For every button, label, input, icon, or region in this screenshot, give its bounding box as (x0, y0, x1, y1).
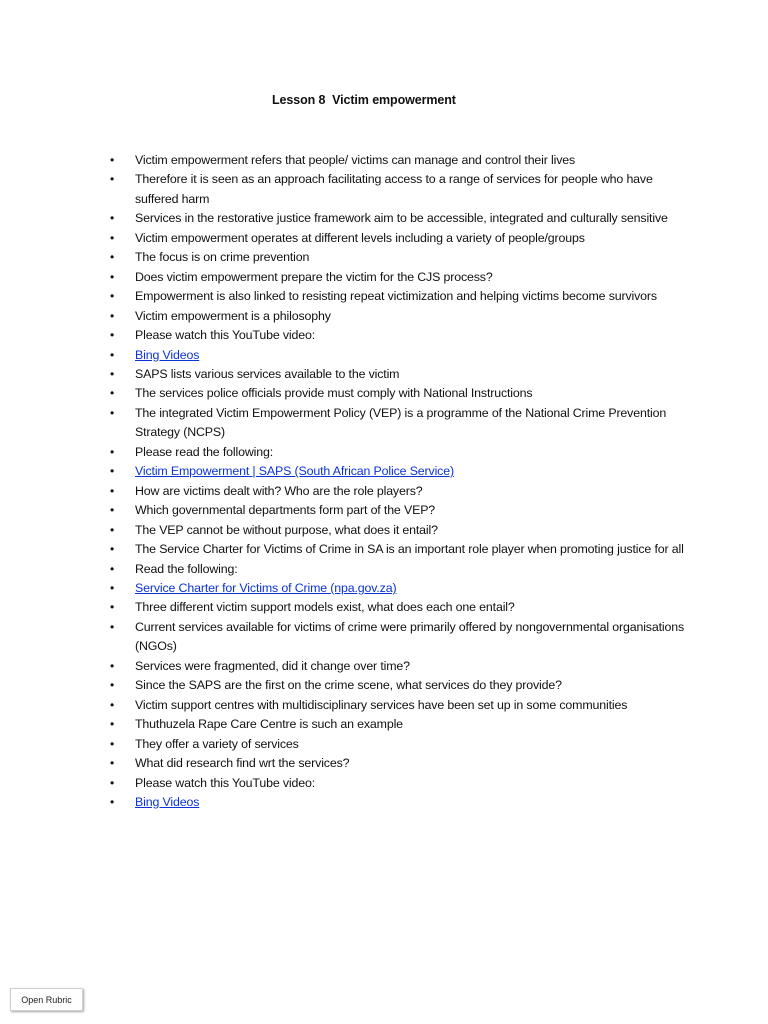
bullet-icon: • (110, 678, 115, 693)
list-item (110, 676, 690, 695)
list-item-link[interactable] (110, 793, 690, 812)
bullet-text: Therefore it is seen as an approach facilitating access to a range of services for people who have suffered harm (135, 172, 653, 206)
list-item (110, 560, 690, 579)
bullet-text: Thuthuzela Rape Care Centre is such an example (135, 717, 403, 732)
list-item (110, 521, 690, 540)
bullet-icon: • (110, 289, 115, 304)
open-rubric-button[interactable]: Open Rubric (10, 988, 83, 1011)
bullet-text: Does victim empowerment prepare the victim for the CJS process? (135, 269, 493, 284)
list-item (110, 657, 690, 676)
list-item (110, 209, 690, 228)
list-item (110, 268, 690, 287)
bullet-text: The services police officials provide must comply with National Instructions (135, 386, 533, 401)
bullet-icon: • (110, 444, 115, 459)
bullet-icon: • (110, 619, 115, 634)
bullet-icon: • (110, 717, 115, 732)
bullet-text: Services were fragmented, did it change over time? (135, 658, 410, 673)
list-item (110, 715, 690, 734)
page-title: Lesson 8 Victim empowerment (272, 93, 456, 107)
list-item (110, 598, 690, 617)
bullet-icon: • (110, 269, 115, 284)
bullet-text: Read the following: (135, 561, 238, 576)
bullet-icon: • (110, 775, 115, 790)
bullet-text: Empowerment is also linked to resisting repeat victimization and helping victims become survivors (135, 289, 657, 304)
bullet-icon: • (110, 347, 115, 362)
list-item (110, 404, 690, 443)
bullet-text: They offer a variety of services (135, 736, 299, 751)
list-item (110, 326, 690, 345)
bullet-icon: • (110, 386, 115, 401)
list-item (110, 696, 690, 715)
bullet-text: The VEP cannot be without purpose, what does it entail? (135, 522, 438, 537)
bullet-list (110, 151, 690, 812)
bullet-link[interactable]: Bing Videos (135, 794, 200, 809)
bullet-text: Please read the following: (135, 444, 273, 459)
bullet-link[interactable]: Victim Empowerment | SAPS (South African Police Service) (135, 464, 454, 479)
bullet-text: SAPS lists various services available to the victim (135, 366, 400, 381)
bullet-icon: • (110, 230, 115, 245)
bullet-icon: • (110, 522, 115, 537)
bullet-icon: • (110, 658, 115, 673)
list-item (110, 735, 690, 754)
bullet-text: Please watch this YouTube video: (135, 328, 316, 343)
bullet-text: Services in the restorative justice framework aim to be accessible, integrated and culturally sensitive (135, 211, 668, 226)
bullet-icon: • (110, 736, 115, 751)
list-item (110, 482, 690, 501)
bullet-icon: • (110, 542, 115, 557)
list-item (110, 151, 690, 170)
bullet-text: Please watch this YouTube video: (135, 775, 316, 790)
bullet-text: Victim empowerment refers that people/ victims can manage and control their lives (135, 153, 576, 167)
bullet-icon: • (110, 172, 115, 187)
bullet-icon: • (110, 211, 115, 226)
list-item (110, 365, 690, 384)
list-item (110, 754, 690, 773)
bullet-icon: • (110, 561, 115, 576)
list-item (110, 540, 690, 559)
list-item (110, 170, 690, 209)
bullet-text: The focus is on crime prevention (135, 250, 310, 265)
bullet-icon: • (110, 600, 115, 615)
bullet-icon: • (110, 580, 115, 595)
bullet-icon: • (110, 308, 115, 323)
list-item-link[interactable] (110, 579, 690, 598)
list-item-link[interactable] (110, 462, 690, 481)
bullet-text: Victim empowerment is a philosophy (135, 308, 331, 323)
bullet-icon: • (110, 483, 115, 498)
bullet-text: The integrated Victim Empowerment Policy (VEP) is a programme of the National Crime Prevention Strategy (NCPS) (135, 405, 667, 440)
bullet-text: How are victims dealt with? Who are the role players? (135, 483, 423, 498)
bullet-text: Victim empowerment operates at different levels including a variety of people/groups (135, 230, 585, 245)
bullet-icon: • (110, 153, 115, 167)
list-item-link[interactable] (110, 346, 690, 365)
bullet-icon: • (110, 697, 115, 712)
bullet-icon: • (110, 503, 115, 518)
bullet-text: Which governmental departments form part of the VEP? (135, 503, 436, 518)
list-item (110, 307, 690, 326)
bullet-text: What did research find wrt the services? (135, 756, 350, 771)
bullet-icon: • (110, 794, 115, 809)
bullet-icon: • (110, 464, 115, 479)
bullet-text: Current services available for victims of crime were primarily offered by nongovernmental organisations (NGOs) (135, 619, 685, 654)
list-item (110, 618, 690, 657)
bullet-link[interactable]: Service Charter for Victims of Crime (npa.gov.za) (135, 580, 397, 595)
bullet-icon: • (110, 328, 115, 343)
bullet-text: Three different victim support models exist, what does each one entail? (135, 600, 515, 615)
bullet-text: The Service Charter for Victims of Crime in SA is an important role player when promoting justice for all (135, 542, 684, 557)
bullet-icon: • (110, 405, 115, 420)
bullet-text: Victim support centres with multidisciplinary services have been set up in some communities (135, 697, 628, 712)
bullet-icon: • (110, 250, 115, 265)
list-item (110, 384, 690, 403)
bullet-icon: • (110, 756, 115, 771)
list-item (110, 443, 690, 462)
bullet-icon: • (110, 366, 115, 381)
bullet-link[interactable]: Bing Videos (135, 347, 200, 362)
list-item (110, 248, 690, 267)
list-item (110, 774, 690, 793)
list-item (110, 287, 690, 306)
list-item (110, 501, 690, 520)
bullet-text: Since the SAPS are the first on the crime scene, what services do they provide? (135, 678, 562, 693)
list-item (110, 229, 690, 248)
